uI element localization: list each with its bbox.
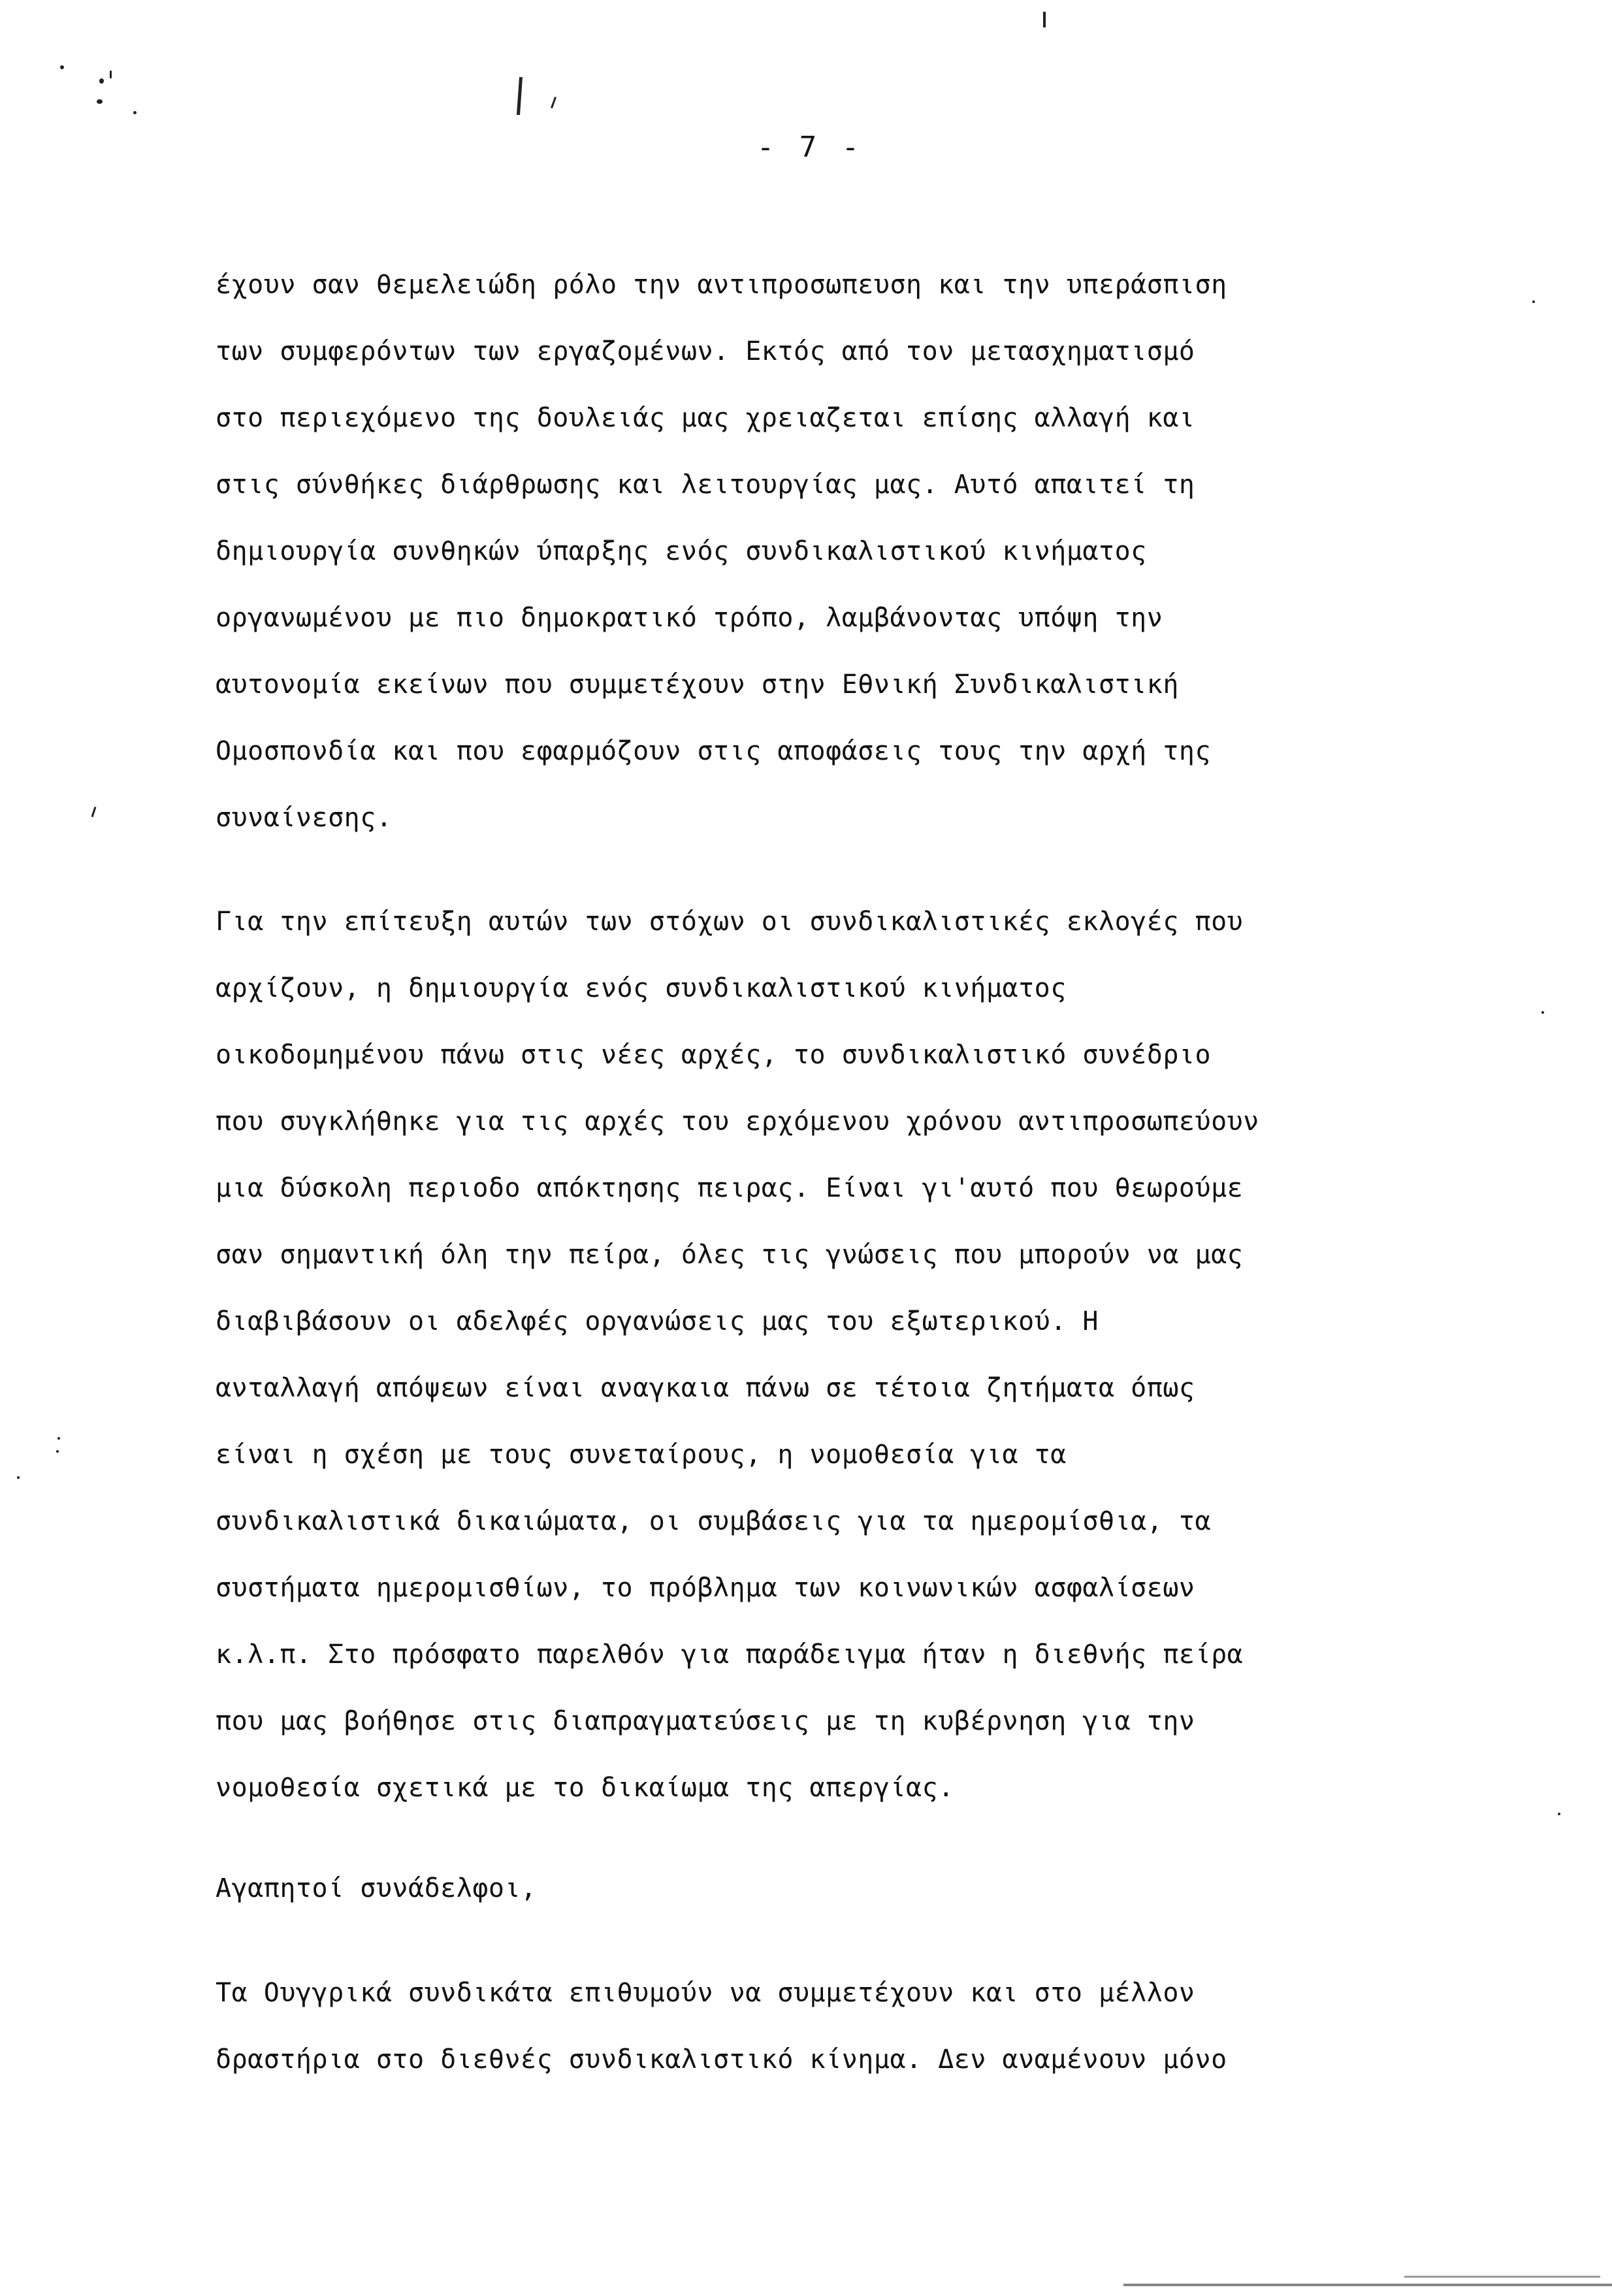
paragraph — [216, 888, 1535, 1821]
scan-speck — [60, 65, 64, 69]
scan-mark — [1123, 2284, 1612, 2286]
text-line: δημιουργία συνθηκών ύπαρξης ενός συνδικαλιστικού κινήματος — [216, 536, 1147, 566]
text-line: δραστήρια στο διεθνές συνδικαλιστικό κίνημα. Δεν αναμένουν μόνο — [216, 2045, 1227, 2075]
text-line: μια δύσκολη περιοδο απόκτησης πειρας. Είναι γι'αυτό που θεωρούμε — [216, 1173, 1244, 1203]
text-line: Ομοσπονδία και που εφαρμόζουν στις αποφάσεις τους την αρχή της — [216, 736, 1212, 766]
scan-mark — [551, 97, 556, 108]
scan-speck — [56, 1450, 59, 1453]
paragraph — [216, 1960, 1535, 2093]
text-line: αυτονομία εκείνων που συμμετέχουν στην Εθνική Συνδικαλιστική — [216, 670, 1179, 700]
text-line: αρχίζουν, η δημιουργία ενός συνδικαλιστικού κινήματος — [216, 973, 1067, 1003]
scan-speck — [99, 78, 104, 84]
text-line: συναίνεσης. — [216, 803, 393, 833]
scan-speck — [133, 111, 137, 114]
text-line: συστήματα ημερομισθίων, το πρόβλημα των κοινωνικών ασφαλίσεων — [216, 1573, 1195, 1603]
scan-speck — [17, 1476, 20, 1479]
page-number: - 7 - — [756, 131, 863, 164]
scan-speck — [110, 71, 112, 78]
scan-speck — [1541, 1011, 1544, 1014]
scan-speck — [97, 99, 103, 104]
text-line: των συμφερόντων των εργαζομένων. Εκτός από τον μετασχηματισμό — [216, 336, 1195, 366]
text-line: που μας βοήθησε στις διαπραγματεύσεις με τη κυβέρνηση για την — [216, 1706, 1195, 1736]
scan-speck — [1558, 1813, 1560, 1815]
scan-speck — [57, 1437, 60, 1440]
text-line: συνδικαλιστικά δικαιώματα, οι συμβάσεις για τα ημερομίσθια, τα — [216, 1506, 1212, 1536]
scan-mark — [1404, 2276, 1600, 2278]
scan-mark — [1043, 12, 1046, 27]
text-line: οικοδομημένου πάνω στις νέες αρχές, το συνδικαλιστικό συνέδριο — [216, 1040, 1212, 1070]
text-line: Τα Ουγγρικά συνδικάτα επιθυμούν να συμμετέχουν και στο μέλλον — [216, 1978, 1195, 2008]
text-line: κ.λ.π. Στο πρόσφατο παρελθόν για παράδειγμα ήταν η διεθνής πείρα — [216, 1640, 1244, 1670]
text-line: οργανωμένου με πιο δημοκρατικό τρόπο, λαμβάνοντας υπόψη την — [216, 603, 1163, 633]
text-line: που συγκλήθηκε για τις αρχές του ερχόμενου χρόνου αντιπροσωπεύουν — [216, 1107, 1259, 1137]
scan-mark — [91, 807, 97, 817]
text-line: στο περιεχόμενο της δουλειάς μας χρειαζεται επίσης αλλαγή και — [216, 403, 1195, 433]
text-line: διαβιβάσουν οι αδελφές οργανώσεις μας του εξωτερικού. Η — [216, 1306, 1099, 1336]
scan-mark — [517, 77, 523, 115]
text-line: Αγαπητοί συνάδελφοι, — [216, 1873, 537, 1903]
paragraph — [216, 251, 1535, 851]
text-line: σαν σημαντική όλη την πείρα, όλες τις γνώσεις που μπορούν να μας — [216, 1240, 1244, 1270]
text-line: είναι η σχέση με τους συνεταίρους, η νομοθεσία για τα — [216, 1440, 1067, 1470]
text-line: ανταλλαγή απόψεων είναι αναγκαια πάνω σε τέτοια ζητήματα όπως — [216, 1373, 1195, 1403]
text-line: νομοθεσία σχετικά με το δικαίωμα της απεργίας. — [216, 1773, 954, 1803]
text-line: στις σύνθήκες διάρθρωσης και λειτουργίας μας. Αυτό απαιτεί τη — [216, 470, 1195, 500]
text-line: έχουν σαν θεμελειώδη ρόλο την αντιπροσωπευση και την υπεράσπιση — [216, 270, 1227, 300]
text-line: Για την επίτευξη αυτών των στόχων οι συνδικαλιστικές εκλογές που — [216, 907, 1244, 937]
salutation — [216, 1855, 1535, 1922]
